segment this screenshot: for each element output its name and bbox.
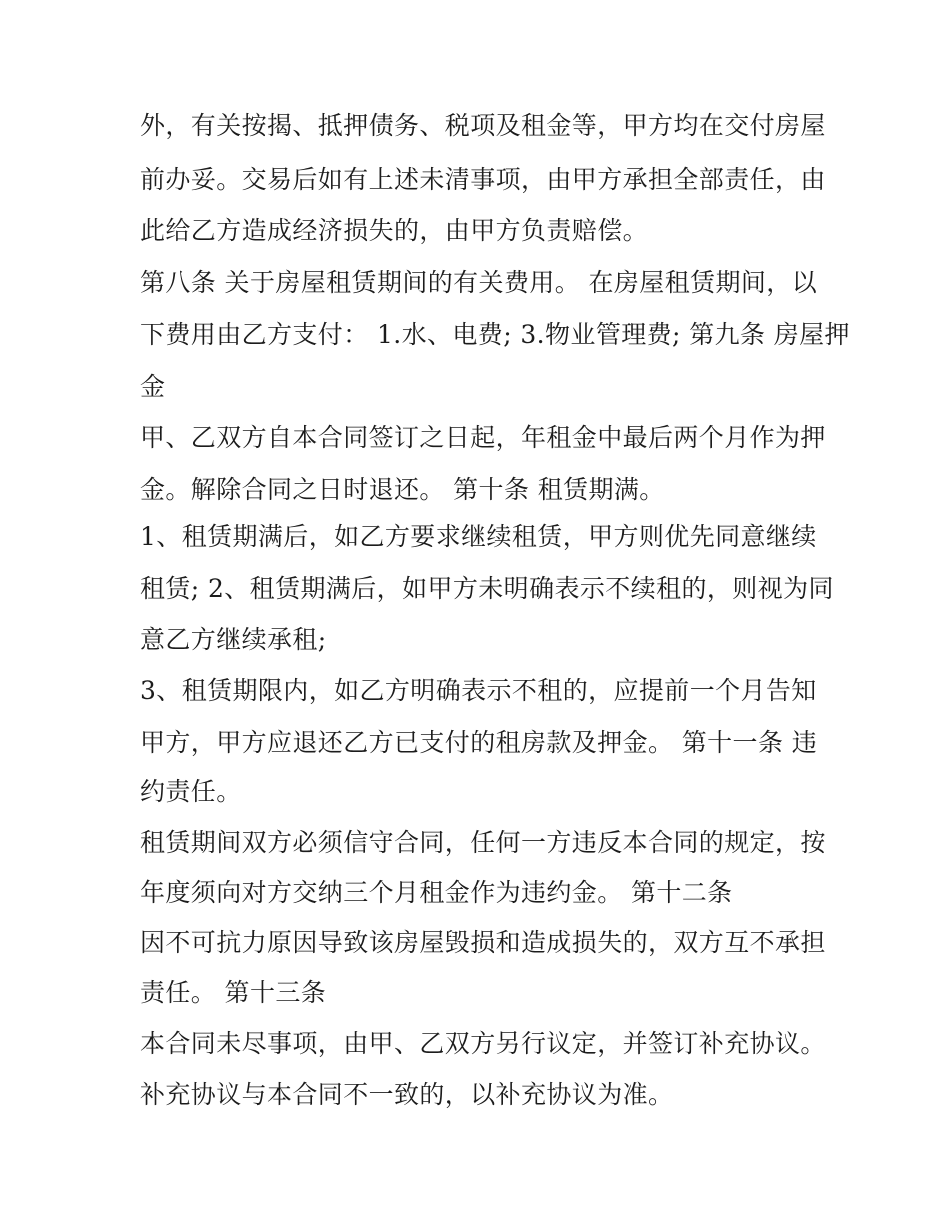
text-line: 约责任。 [140,777,242,806]
text-line: 甲方，甲方应退还乙方已支付的租房款及押金。 第十一条 违 [140,728,818,757]
text-line: 第八条 关于房屋租赁期间的有关费用。 在房屋租赁期间，以 [140,268,818,297]
text-line: 下费用由乙方支付： 1.水、电费; 3.物业管理费; 第九条 房屋押 [140,320,850,349]
text-line: 外，有关按揭、抵押债务、税项及租金等，甲方均在交付房屋 [140,111,826,140]
text-line: 金 [140,372,166,401]
text-line: 此给乙方造成经济损失的，由甲方负责赔偿。 [140,216,649,245]
text-line: 补充协议与本合同不一致的，以补充协议为准。 [140,1080,674,1109]
text-line: 1、租赁期满后，如乙方要求继续租赁，甲方则优先同意继续 [140,522,817,551]
text-line: 责任。 第十三条 [140,978,327,1007]
text-line: 意乙方继续承租; [140,625,327,654]
text-line: 3、租赁期限内，如乙方明确表示不租的，应提前一个月告知 [140,676,817,705]
text-line: 因不可抗力原因导致该房屋毁损和造成损失的，双方互不承担 [140,928,826,957]
text-line: 前办妥。交易后如有上述未清事项，由甲方承担全部责任，由 [140,165,826,194]
text-line: 金。解除合同之日时退还。 第十条 租赁期满。 [140,475,665,504]
text-line: 本合同未尽事项，由甲、乙双方另行议定，并签订补充协议。 [140,1029,826,1058]
text-line: 租赁; 2、租赁期满后，如甲方未明确表示不续租的，则视为同 [140,574,834,603]
text-line: 租赁期间双方必须信守合同，任何一方违反本合同的规定，按 [140,828,826,857]
text-line: 年度须向对方交纳三个月租金作为违约金。 第十二条 [140,878,733,907]
text-line: 甲、乙双方自本合同签订之日起，年租金中最后两个月作为押 [140,423,826,452]
